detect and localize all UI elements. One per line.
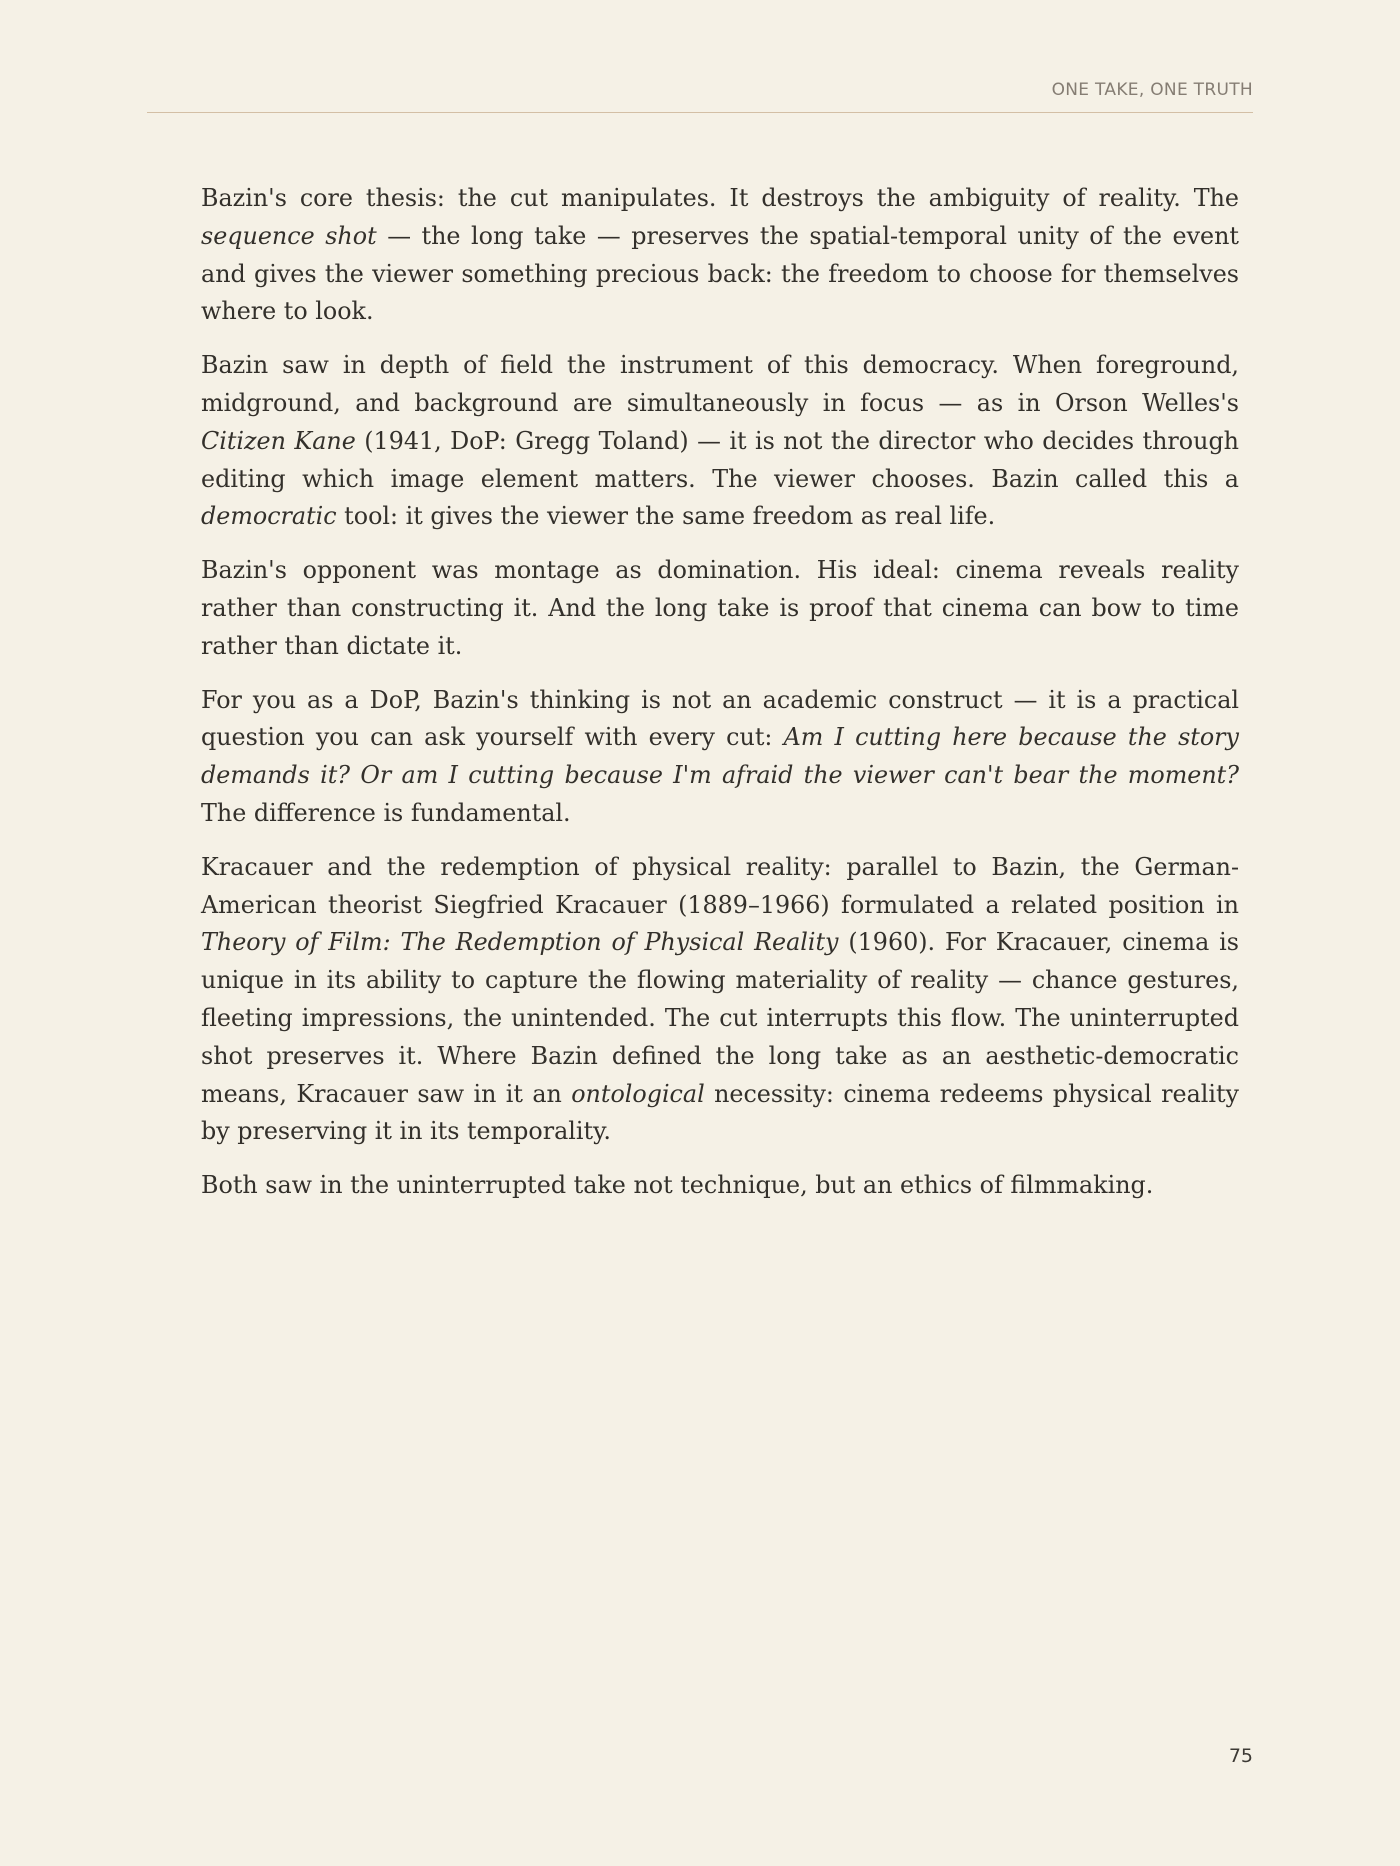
paragraph-1-text-c: — the long take — preserves the spatial-temporal unity of the event and gives the viewer something precious back: the freedom to choose for themselves where to look. (201, 221, 1239, 326)
running-header-title: ONE TAKE, ONE TRUTH (1051, 80, 1253, 100)
paragraph-5 (201, 849, 1239, 1151)
paragraph-1-emphasis: sequence shot (201, 221, 377, 250)
paragraph-2-text-c: (1941, DoP: Gregg Toland) — it is not the director who decides through editing which image element matters. The viewer chooses. Bazin called this a (201, 426, 1239, 493)
paragraph-5-emphasis: ontological (571, 1079, 705, 1108)
paragraph-3 (201, 552, 1239, 665)
paragraph-1 (201, 180, 1239, 331)
paragraph-2-film-title: Citizen Kane (201, 426, 356, 455)
paragraph-2-emphasis: democratic (201, 502, 337, 531)
paragraph-5-text-c: (1960). For Kracauer, cinema is unique in its ability to capture the flowing materiality of reality — chance gestures, fleeting impressions, the unintended. The cut interrupts this flow. The uninterrupted shot preserves it. Where Bazin defined the long take as an aesthetic-democratic means, Kracauer saw in it an (201, 928, 1239, 1108)
page-body (201, 180, 1239, 1221)
paragraph-4-text-a: For you as a DoP, Bazin's thinking is not an academic construct — it is a practical question you can ask yourself with every cut: (201, 685, 1239, 752)
paragraph-5-text-a: Kracauer and the redemption of physical reality: parallel to Bazin, the German-American theorist Siegfried Kracauer (1889–1966) formulated a related position in (201, 852, 1239, 919)
paragraph-4-question: Am I cutting here because the story demands it? Or am I cutting because I'm afraid the viewer can't bear the moment? (201, 723, 1239, 790)
paragraph-5-text-e: necessity: cinema redeems physical reality by preserving it in its temporality. (201, 1079, 1240, 1146)
paragraph-2 (201, 347, 1239, 536)
paragraph-1-text-a: Bazin's core thesis: the cut manipulates. It destroys the ambiguity of reality. The (201, 184, 1239, 212)
paragraph-6-text: Both saw in the uninterrupted take not technique, but an ethics of filmmaking. (201, 1171, 1154, 1200)
paragraph-3-text: Bazin's opponent was montage as domination. His ideal: cinema reveals reality rather than constructing it. And the long take is proof that cinema can bow to time rather than dictate it. (201, 556, 1239, 660)
paragraph-4 (201, 682, 1239, 833)
running-header (147, 78, 1253, 113)
paragraph-2-text-e: tool: it gives the viewer the same freedom as real life. (336, 502, 996, 531)
paragraph-2-text-a: Bazin saw in depth of field the instrument of this democracy. When foreground, midground, and background are simultaneously in focus — as in Orson Welles's (201, 351, 1239, 417)
page-number: 75 (1228, 1745, 1253, 1767)
paragraph-6 (201, 1167, 1239, 1205)
paragraph-4-text-c: The difference is fundamental. (201, 798, 571, 827)
paragraph-5-book-title: Theory of Film: The Redemption of Physical Reality (201, 928, 839, 957)
